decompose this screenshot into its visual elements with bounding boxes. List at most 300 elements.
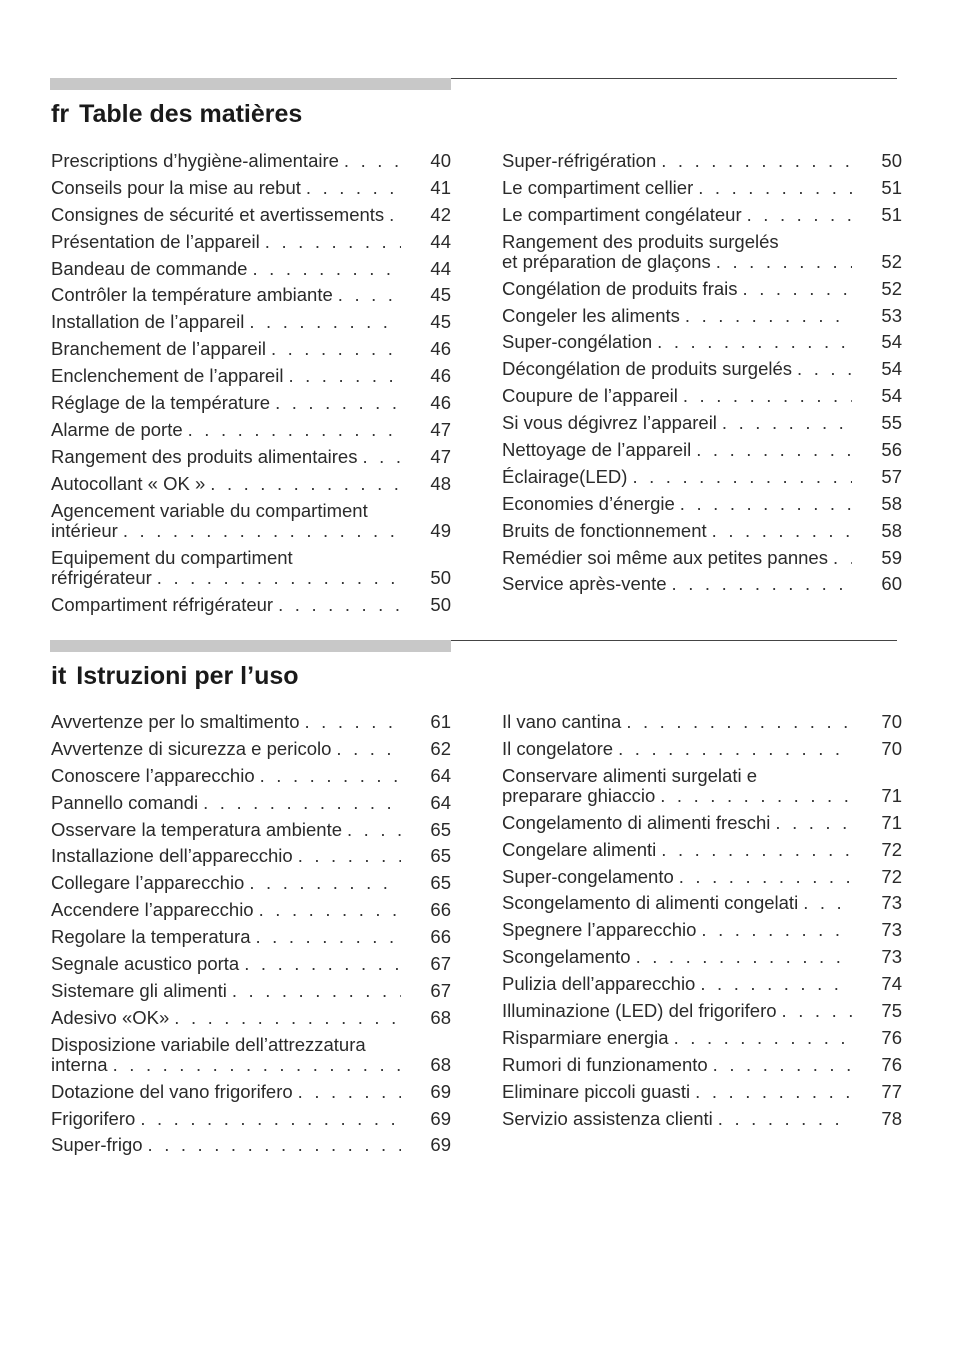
toc-page-number: 47 — [430, 418, 451, 440]
toc-entry-title: Rumori di funzionamento — [502, 1053, 708, 1075]
toc-page-number: 44 — [430, 257, 451, 279]
toc-entry-line — [51, 1055, 451, 1075]
toc-page-number: 40 — [430, 150, 451, 171]
toc-page-number: 71 — [881, 811, 902, 833]
toc-page-number: 54 — [881, 358, 902, 380]
toc-entry[interactable] — [51, 927, 451, 954]
toc-entry[interactable] — [502, 521, 902, 548]
toc-entry-line — [502, 1028, 902, 1048]
toc-section-fr — [50, 78, 901, 618]
dot-leader — [675, 494, 852, 514]
toc-page-number: 51 — [881, 176, 902, 198]
toc-entry-title: Super-congélation — [502, 331, 653, 353]
dot-leader — [669, 1028, 852, 1048]
toc-entry-title: Congélation de produits frais — [502, 277, 738, 299]
dot-leader — [631, 947, 852, 967]
toc-entry-title-continued: preparare ghiaccio — [502, 784, 656, 806]
dot-leader — [255, 766, 401, 786]
toc-entry[interactable] — [502, 974, 902, 1001]
dot-leader — [384, 205, 401, 225]
toc-page-number: 73 — [881, 946, 902, 968]
toc-entry-line — [51, 954, 451, 974]
toc-page-number: 52 — [881, 277, 902, 299]
toc-entry-line — [51, 1082, 451, 1102]
toc-entry-title: Avvertenze per lo smaltimento — [51, 711, 300, 732]
language-code: it — [51, 662, 67, 690]
dot-leader — [143, 1135, 401, 1155]
toc-entry-title: Super-frigo — [51, 1134, 143, 1156]
toc-entry-title-continued: et préparation de glaçons — [502, 250, 711, 272]
dot-leader — [251, 927, 402, 947]
toc-entry[interactable] — [502, 574, 902, 601]
toc-entry[interactable] — [502, 1082, 902, 1109]
toc-entry-line — [502, 893, 902, 913]
toc-entry-line — [502, 521, 902, 541]
toc-entry-line — [502, 840, 902, 860]
dot-leader — [707, 521, 852, 541]
toc-entry[interactable] — [502, 1055, 902, 1082]
toc-entry-title: Bandeau de commande — [51, 257, 248, 279]
toc-entry-title: Adesivo «OK» — [51, 1006, 170, 1028]
toc-page-number: 45 — [430, 284, 451, 306]
toc-entry-line — [51, 595, 451, 615]
toc-entry-title: Conoscere l’apparecchio — [51, 764, 255, 786]
toc-entry-line — [502, 1055, 902, 1075]
toc-entry-line — [51, 739, 451, 759]
toc-page-number: 76 — [881, 1026, 902, 1048]
toc-entry-line — [51, 1109, 451, 1129]
toc-entry-title: Coupure de l’appareil — [502, 385, 678, 407]
toc-entry[interactable] — [502, 494, 902, 521]
toc-entry[interactable] — [51, 793, 451, 820]
toc-entry[interactable] — [51, 712, 451, 739]
toc-entry-title: Osservare la temperatura ambiente — [51, 818, 342, 840]
toc-entry-line — [51, 420, 451, 440]
toc-entry-title: Nettoyage de l’appareil — [502, 439, 692, 461]
toc-entry-line — [502, 1109, 902, 1129]
dot-leader — [339, 151, 401, 171]
toc-entry[interactable] — [51, 393, 451, 420]
toc-page-number: 44 — [430, 230, 451, 252]
toc-entry-line — [51, 927, 451, 947]
toc-entry-line — [502, 867, 902, 887]
toc-page-number: 70 — [881, 711, 902, 732]
toc-entry-line — [51, 820, 451, 840]
toc-entry-line — [51, 312, 451, 332]
toc-page-number: 58 — [881, 492, 902, 514]
dot-leader — [708, 1055, 852, 1075]
toc-entry-title-continued: réfrigérateur — [51, 566, 152, 588]
section-heading — [51, 662, 299, 691]
toc-entry-line — [502, 947, 902, 967]
toc-page-number: 46 — [430, 365, 451, 387]
toc-page-number: 65 — [430, 872, 451, 894]
dot-leader — [652, 332, 852, 352]
toc-entry[interactable] — [51, 205, 451, 232]
section-bar — [50, 640, 451, 652]
toc-entry-title: Décongélation de produits surgelés — [502, 358, 793, 380]
dot-leader — [792, 359, 852, 379]
toc-entry[interactable] — [51, 178, 451, 205]
toc-entry-title: Conservare alimenti surgelati e — [502, 764, 758, 786]
toc-entry-title: Spegnere l’apparecchio — [502, 919, 697, 941]
dot-leader — [613, 739, 852, 759]
toc-entry-title-continued: intérieur — [51, 519, 118, 541]
toc-entry[interactable] — [51, 366, 451, 393]
toc-page-number: 65 — [430, 818, 451, 840]
toc-page-number: 66 — [430, 926, 451, 948]
toc-entry-title: Sistemare gli alimenti — [51, 979, 227, 1001]
toc-entry[interactable] — [502, 867, 902, 894]
toc-entry-title: Congeler les aliments — [502, 304, 680, 326]
toc-page-number: 77 — [881, 1080, 902, 1102]
section-rule — [451, 78, 897, 79]
dot-leader — [717, 413, 852, 433]
dot-leader — [108, 1055, 401, 1075]
toc-entry-line — [502, 151, 902, 171]
toc-page-number: 48 — [430, 472, 451, 494]
toc-entry-line — [51, 846, 451, 866]
toc-page-number: 46 — [430, 392, 451, 414]
toc-entry-title: Contrôler la température ambiante — [51, 284, 333, 306]
section-rule — [451, 640, 897, 641]
dot-leader — [695, 974, 852, 994]
toc-page-number: 57 — [881, 465, 902, 487]
toc-entry-title: Service après-vente — [502, 573, 667, 595]
toc-entry[interactable] — [51, 873, 451, 900]
dot-leader — [656, 840, 852, 860]
toc-entry-title: Branchement de l’appareil — [51, 338, 266, 360]
dot-leader — [333, 285, 401, 305]
toc-page-number: 45 — [430, 311, 451, 333]
toc-entry[interactable] — [502, 467, 902, 494]
toc-entry[interactable] — [502, 332, 902, 359]
toc-entry-line — [51, 873, 451, 893]
toc-entry-line — [502, 279, 902, 299]
toc-page-number: 73 — [881, 892, 902, 914]
toc-entry-line — [502, 548, 902, 568]
toc-entry[interactable] — [502, 359, 902, 386]
toc-entry[interactable] — [502, 1001, 902, 1028]
toc-entry[interactable] — [502, 712, 902, 739]
toc-entry[interactable] — [51, 339, 451, 366]
toc-entry-title: Il vano cantina — [502, 711, 622, 732]
toc-entry-line — [51, 447, 451, 467]
dot-leader — [135, 1109, 401, 1129]
dot-leader — [270, 393, 401, 413]
toc-entry-line — [502, 974, 902, 994]
toc-entry[interactable] — [51, 766, 451, 793]
toc-entry[interactable] — [51, 1135, 451, 1162]
toc-entry[interactable] — [51, 1082, 451, 1109]
toc-entry[interactable] — [502, 1028, 902, 1055]
dot-leader — [198, 793, 401, 813]
toc-entry[interactable] — [502, 739, 902, 766]
toc-entry[interactable] — [502, 178, 902, 205]
toc-entry-line — [51, 474, 451, 494]
toc-entry-line — [51, 521, 451, 541]
toc-entry-line — [51, 1008, 451, 1028]
toc-entry-line — [502, 467, 902, 487]
toc-entry-line — [502, 494, 902, 514]
toc-page-number: 73 — [881, 919, 902, 941]
toc-entry-line — [502, 252, 902, 272]
toc-entry-line — [502, 386, 902, 406]
toc-entry-title: Installation de l’appareil — [51, 311, 245, 333]
toc-page-number: 56 — [881, 439, 902, 461]
section-title: Table des matières — [79, 100, 303, 128]
toc-entry-title: Risparmiare energia — [502, 1026, 669, 1048]
toc-entry-title: Accendere l’apparecchio — [51, 899, 254, 921]
toc-entry-title: Congelare alimenti — [502, 838, 657, 860]
toc-entry-title: Remédier soi même aux petites pannes — [502, 546, 828, 568]
dot-leader — [690, 1082, 852, 1102]
dot-leader — [770, 813, 852, 833]
toc-entry-title: Rangement des produits alimentaires — [51, 445, 358, 467]
toc-entry[interactable] — [502, 1109, 902, 1136]
toc-page-number: 49 — [430, 519, 451, 541]
toc-page-number: 68 — [430, 1006, 451, 1028]
toc-entry[interactable] — [502, 151, 902, 178]
toc-entry-title: Agencement variable du compartiment — [51, 499, 368, 521]
toc-entry-line — [51, 766, 451, 786]
toc-entry[interactable] — [51, 1035, 451, 1082]
toc-entry[interactable] — [502, 440, 902, 467]
toc-entry-line — [502, 712, 902, 732]
toc-entry-line — [51, 568, 451, 588]
toc-entry[interactable] — [51, 447, 451, 474]
toc-entry[interactable] — [51, 954, 451, 981]
toc-page-number: 65 — [430, 845, 451, 867]
toc-page-number: 74 — [881, 973, 902, 995]
toc-entry-line — [51, 205, 451, 225]
toc-page-number: 50 — [881, 150, 902, 171]
dot-leader — [828, 548, 852, 568]
toc-page-number: 70 — [881, 737, 902, 759]
dot-leader — [227, 981, 401, 1001]
toc-entry-title: Servizio assistenza clienti — [502, 1107, 713, 1129]
toc-entry-title: Le compartiment congélateur — [502, 203, 742, 225]
dot-leader — [247, 259, 401, 279]
dot-leader — [674, 867, 852, 887]
toc-entry[interactable] — [502, 947, 902, 974]
toc-page-number: 71 — [881, 784, 902, 806]
toc-entry-title: Economies d’énergie — [502, 492, 675, 514]
toc-page-number: 52 — [881, 250, 902, 272]
toc-page-number: 66 — [430, 899, 451, 921]
toc-entry[interactable] — [502, 893, 902, 920]
language-code: fr — [51, 100, 70, 128]
dot-leader — [680, 306, 852, 326]
dot-leader — [696, 920, 852, 940]
section-heading — [51, 100, 302, 129]
toc-column-right — [502, 151, 902, 601]
toc-page-number: 60 — [881, 573, 902, 595]
toc-entry[interactable] — [502, 232, 902, 279]
dot-leader — [239, 954, 401, 974]
toc-entry[interactable] — [502, 306, 902, 333]
toc-entry[interactable] — [502, 920, 902, 947]
toc-page-number: 68 — [430, 1053, 451, 1075]
dot-leader — [656, 151, 852, 171]
toc-entry[interactable] — [51, 1109, 451, 1136]
toc-column-right — [502, 712, 902, 1135]
toc-entry-title: Illuminazione (LED) del frigorifero — [502, 1000, 777, 1022]
toc-page-number: 53 — [881, 304, 902, 326]
section-title: Istruzioni per l’uso — [76, 662, 299, 690]
toc-entry-title: Réglage de la température — [51, 392, 271, 414]
toc-entry-title: Pulizia dell’apparecchio — [502, 973, 696, 995]
toc-entry[interactable] — [51, 151, 451, 178]
toc-entry-line — [502, 1082, 902, 1102]
toc-entry[interactable] — [51, 312, 451, 339]
toc-entry-line — [502, 332, 902, 352]
toc-entry-line — [51, 793, 451, 813]
toc-entry[interactable] — [51, 900, 451, 927]
toc-entry-title: Scongelamento di alimenti congelati — [502, 892, 799, 914]
toc-entry[interactable] — [502, 766, 902, 813]
toc-entry-title: Congelamento di alimenti freschi — [502, 811, 771, 833]
toc-page-number: 55 — [881, 412, 902, 434]
toc-entry-line — [51, 232, 451, 252]
toc-entry-title: Rangement des produits surgelés — [502, 230, 779, 252]
toc-entry-line — [51, 712, 451, 732]
dot-leader — [293, 846, 401, 866]
toc-entry-title: Eliminare piccoli guasti — [502, 1080, 691, 1102]
dot-leader — [118, 521, 401, 541]
toc-entry-title: Autocollant « OK » — [51, 472, 206, 494]
toc-entry[interactable] — [51, 846, 451, 873]
toc-entry-title: Scongelamento — [502, 946, 631, 968]
toc-entry-line — [502, 306, 902, 326]
toc-entry[interactable] — [502, 205, 902, 232]
toc-entry-title: Bruits de fonctionnement — [502, 519, 707, 541]
dot-leader — [183, 420, 401, 440]
toc-entry[interactable] — [51, 595, 451, 622]
dot-leader — [300, 712, 402, 732]
dot-leader — [152, 568, 401, 588]
dot-leader — [798, 893, 852, 913]
toc-entry-line — [502, 359, 902, 379]
toc-entry[interactable] — [51, 259, 451, 286]
toc-entry[interactable] — [51, 820, 451, 847]
toc-entry-title: Frigorifero — [51, 1107, 136, 1129]
toc-entry-title: Pannello comandi — [51, 791, 199, 813]
toc-column-left — [51, 151, 451, 621]
dot-leader — [742, 205, 852, 225]
toc-page-number: 69 — [430, 1107, 451, 1129]
toc-entry-line — [51, 178, 451, 198]
toc-entry[interactable] — [51, 474, 451, 501]
toc-entry[interactable] — [502, 840, 902, 867]
toc-entry[interactable] — [502, 413, 902, 440]
toc-entry[interactable] — [51, 285, 451, 312]
toc-page-number: 72 — [881, 865, 902, 887]
toc-column-left — [51, 712, 451, 1162]
dot-leader — [260, 232, 401, 252]
toc-entry-line — [502, 178, 902, 198]
toc-entry-line — [502, 205, 902, 225]
toc-page-number: 64 — [430, 764, 451, 786]
toc-entry-line — [51, 259, 451, 279]
toc-page-number: 61 — [430, 711, 451, 732]
toc-page-number: 47 — [430, 445, 451, 467]
dot-leader — [357, 447, 401, 467]
dot-leader — [244, 873, 401, 893]
toc-entry-title: Segnale acustico porta — [51, 953, 240, 975]
toc-page-number: 41 — [430, 176, 451, 198]
section-bar — [50, 78, 451, 90]
toc-entry-title: Equipement du compartiment — [51, 546, 293, 568]
toc-entry[interactable] — [51, 232, 451, 259]
toc-entry-line — [502, 574, 902, 594]
toc-entry-title: Avvertenze di sicurezza e pericolo — [51, 737, 332, 759]
dot-leader — [713, 1109, 852, 1129]
toc-entry[interactable] — [51, 501, 451, 548]
toc-entry-title: Il congelatore — [502, 737, 614, 759]
toc-entry-title: Compartiment réfrigérateur — [51, 593, 274, 615]
dot-leader — [678, 386, 852, 406]
toc-page-number: 58 — [881, 519, 902, 541]
toc-page-number: 64 — [430, 791, 451, 813]
toc-entry[interactable] — [51, 1008, 451, 1035]
toc-entry-title: Présentation de l’appareil — [51, 230, 260, 252]
toc-entry[interactable] — [502, 813, 902, 840]
toc-entry-line — [51, 151, 451, 171]
dot-leader — [169, 1008, 401, 1028]
toc-page-number: 42 — [430, 203, 451, 225]
toc-entry[interactable] — [51, 548, 451, 595]
toc-page-number: 78 — [881, 1107, 902, 1129]
toc-entry[interactable] — [502, 386, 902, 413]
dot-leader — [627, 467, 852, 487]
toc-entry-line — [502, 920, 902, 940]
toc-page-number: 46 — [430, 338, 451, 360]
dot-leader — [691, 440, 852, 460]
toc-entry-line — [51, 981, 451, 1001]
toc-entry[interactable] — [51, 981, 451, 1008]
toc-page-number: 59 — [881, 546, 902, 568]
toc-entry-line — [51, 366, 451, 386]
toc-entry-title: Regolare la temperatura — [51, 926, 251, 948]
toc-entry[interactable] — [502, 548, 902, 575]
dot-leader — [655, 786, 852, 806]
toc-page-number: 51 — [881, 203, 902, 225]
toc-entry-title: Installazione dell’apparecchio — [51, 845, 293, 867]
toc-page-number: 54 — [881, 385, 902, 407]
toc-entry-line — [51, 1135, 451, 1155]
dot-leader — [293, 1082, 401, 1102]
toc-entry[interactable] — [502, 279, 902, 306]
toc-entry[interactable] — [51, 420, 451, 447]
dot-leader — [205, 474, 401, 494]
toc-entry-line — [502, 739, 902, 759]
toc-entry-title: Prescriptions d’hygiène-alimentaire — [51, 150, 339, 171]
dot-leader — [342, 820, 401, 840]
toc-entry-title: Super-congelamento — [502, 865, 674, 887]
dot-leader — [283, 366, 401, 386]
toc-entry-line — [502, 413, 902, 433]
toc-page-number: 50 — [430, 566, 451, 588]
toc-entry-title: Consignes de sécurité et avertissements — [51, 203, 385, 225]
toc-entry-title: Le compartiment cellier — [502, 176, 694, 198]
toc-entry-title: Disposizione variabile dell’attrezzatura — [51, 1033, 366, 1055]
toc-page-number: 76 — [881, 1053, 902, 1075]
toc-entry[interactable] — [51, 739, 451, 766]
toc-entry-title: Si vous dégivrez l’appareil — [502, 412, 717, 434]
dot-leader — [266, 339, 401, 359]
toc-entry-line — [502, 786, 902, 806]
